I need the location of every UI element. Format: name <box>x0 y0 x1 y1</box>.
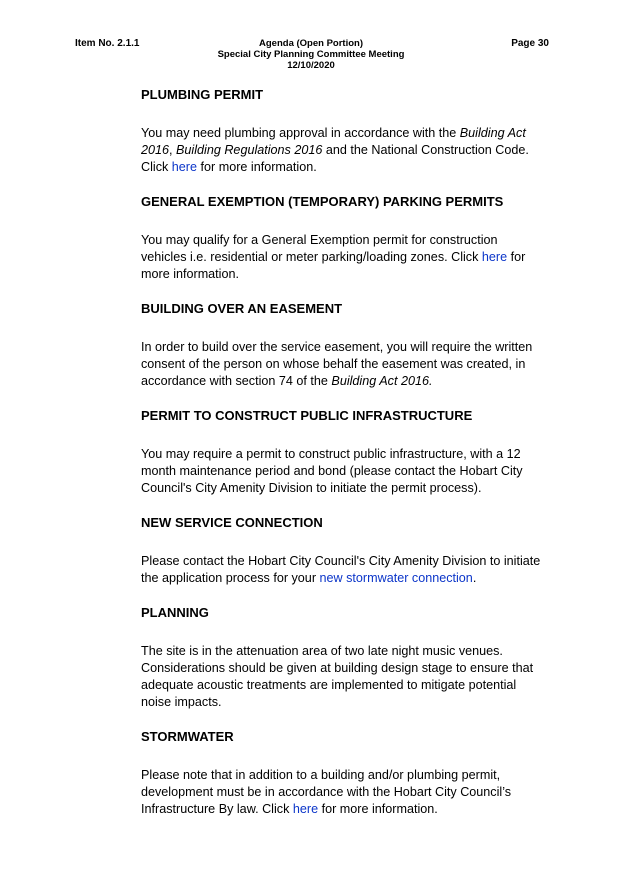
agenda-line-2: Special City Planning Committee Meeting <box>217 49 405 60</box>
page-number: Page 30 <box>511 38 549 49</box>
section-plumbing-permit <box>141 86 541 176</box>
section-stormwater <box>141 728 541 818</box>
section-heading: GENERAL EXEMPTION (TEMPORARY) PARKING PERMITS <box>141 194 504 209</box>
text-run: . <box>472 571 477 585</box>
text-run: In order to build over the service easement, you will require the written consent of the person on whose behalf the easement was created, in accordance with section 74 of the <box>141 340 533 388</box>
section-heading: PLANNING <box>141 605 209 620</box>
agenda-line-1: Agenda (Open Portion) <box>259 38 363 49</box>
text-run: for more information. <box>318 802 438 816</box>
section-public-infrastructure <box>141 407 541 497</box>
item-number: Item No. 2.1.1 <box>75 38 140 49</box>
text-run: Please note that in addition to a building and/or plumbing permit, development must be in accordance with the Hobart City Council’s Infrastructure By law. Click <box>141 768 512 816</box>
text-run: Please contact the Hobart City Council's City Amenity Division to initiate the application process for your <box>141 554 541 585</box>
section-paragraph <box>141 232 541 283</box>
section-planning <box>141 604 541 711</box>
section-heading: BUILDING OVER AN EASEMENT <box>141 301 343 316</box>
document-body <box>141 86 541 835</box>
section-heading: PLUMBING PERMIT <box>141 87 264 102</box>
section-paragraph <box>141 553 541 587</box>
section-building-over-easement <box>141 300 541 390</box>
text-run: , <box>169 143 177 157</box>
italic-run: Building Act 2016 <box>141 126 526 157</box>
text-run: You may qualify for a General Exemption permit for construction vehicles i.e. residential or meter parking/loading zones. Click <box>141 233 498 264</box>
italic-run: Building Act 2016. <box>331 374 433 388</box>
section-heading: PERMIT TO CONSTRUCT PUBLIC INFRASTRUCTURE <box>141 408 473 423</box>
section-heading: STORMWATER <box>141 729 234 744</box>
section-new-service-connection <box>141 514 541 587</box>
section-paragraph <box>141 125 541 176</box>
text-run: and the National Construction Code. Click <box>141 143 529 174</box>
section-paragraph <box>141 339 541 390</box>
section-paragraph <box>141 767 541 818</box>
section-paragraph: You may require a permit to construct public infrastructure, with a 12 month maintenance period and bond (please contact the Hobart City Council's City Amenity Division to initiate the permit process). <box>141 447 523 495</box>
section-heading: NEW SERVICE CONNECTION <box>141 515 323 530</box>
section-parking-permits <box>141 193 541 283</box>
stormwater-here-link[interactable]: here <box>292 802 319 816</box>
text-run: You may need plumbing approval in accordance with the <box>141 126 460 140</box>
parking-here-link[interactable]: here <box>481 250 508 264</box>
text-run: for more information. <box>197 160 317 174</box>
plumbing-here-link[interactable]: here <box>171 160 198 174</box>
text-run: for more information. <box>141 250 526 281</box>
page-header <box>0 37 622 71</box>
agenda-date: 12/10/2020 <box>287 60 335 71</box>
section-paragraph: The site is in the attenuation area of two late night music venues. Considerations should be given at building design stage to ensure that adequate acoustic treatments are implemented to mitigate potential noise impacts. <box>141 644 534 709</box>
stormwater-connection-link[interactable]: new stormwater connection <box>319 571 473 585</box>
italic-run: Building Regulations 2016 <box>176 143 323 157</box>
